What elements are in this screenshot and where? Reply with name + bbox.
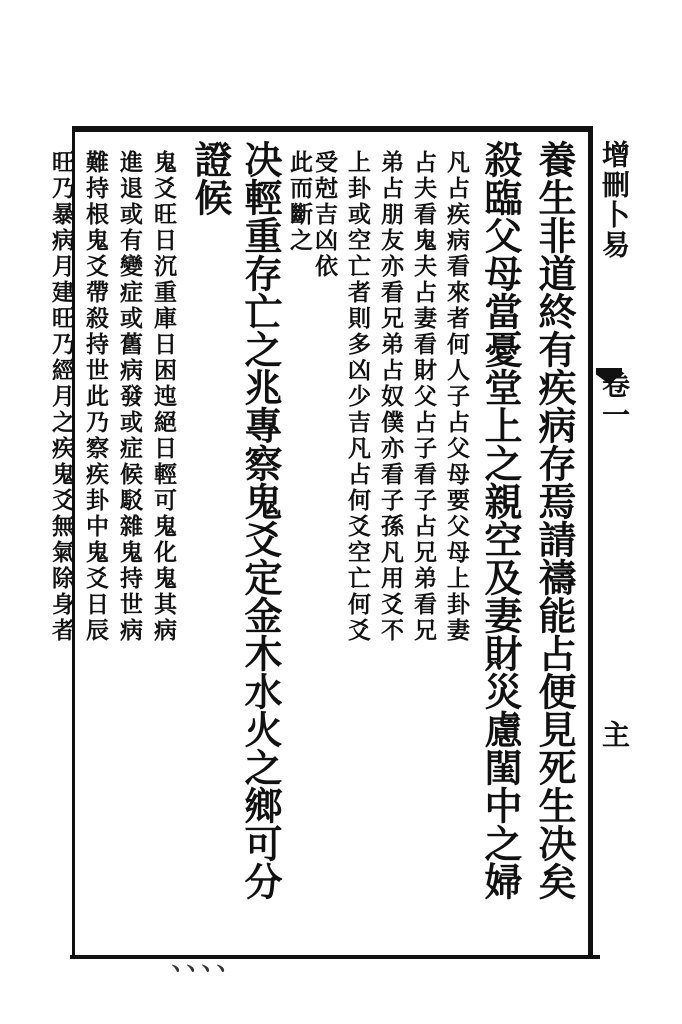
commentary-column-10: 旺乃暴病月建旺乃經月之疾鬼爻無氣除身者: [48, 150, 75, 644]
text-column-4: 證候: [188, 140, 233, 216]
commentary-column-5: 受尅吉凶依: [311, 150, 338, 280]
commentary-column-4: 上卦或空亡者則多凶少吉凡占何爻空亡何爻: [344, 150, 371, 644]
commentary-column-9: 難持根鬼爻帶殺持世此乃察疾卦中鬼爻日辰: [82, 150, 109, 644]
footer-marks: ﹅﹅﹅﹅: [170, 962, 230, 975]
text-column-3: 决輕重存亡之兆專察鬼爻定金木水火之鄉可分: [238, 140, 283, 900]
commentary-column-8: 進退或有變症或舊病發或症候駁雜鬼持世病: [116, 150, 143, 644]
text-column-2: 殺臨父母當憂堂上之親空及妻財災慮閨中之婦: [478, 140, 523, 900]
commentary-column-2: 占夫看鬼夫占妻看財父占子看子占兄弟看兄: [410, 150, 437, 644]
text-column-1: 養生非道終有疾病存焉請禱能占便見死生决矣: [532, 140, 577, 900]
commentary-column-1: 凡占疾病看來者何人子占父母要父母上卦妻: [443, 150, 470, 644]
commentary-column-7: 鬼爻旺日沉重庫日困迍絕日輕可鬼化鬼其病: [150, 150, 177, 644]
gutter-volume-label: 卷一: [598, 370, 631, 430]
commentary-column-3: 弟占朋友亦看兄弟占奴僕亦看子孫凡用爻不: [377, 150, 404, 644]
gutter-page-number: 主: [598, 720, 631, 748]
gutter-book-title: 增刪卜易: [598, 140, 631, 260]
commentary-column-6: 此而斷之: [286, 150, 313, 254]
top-border-rule: [72, 126, 592, 132]
gutter-border-rule: [588, 126, 593, 958]
bottom-border-rule: [70, 955, 600, 959]
